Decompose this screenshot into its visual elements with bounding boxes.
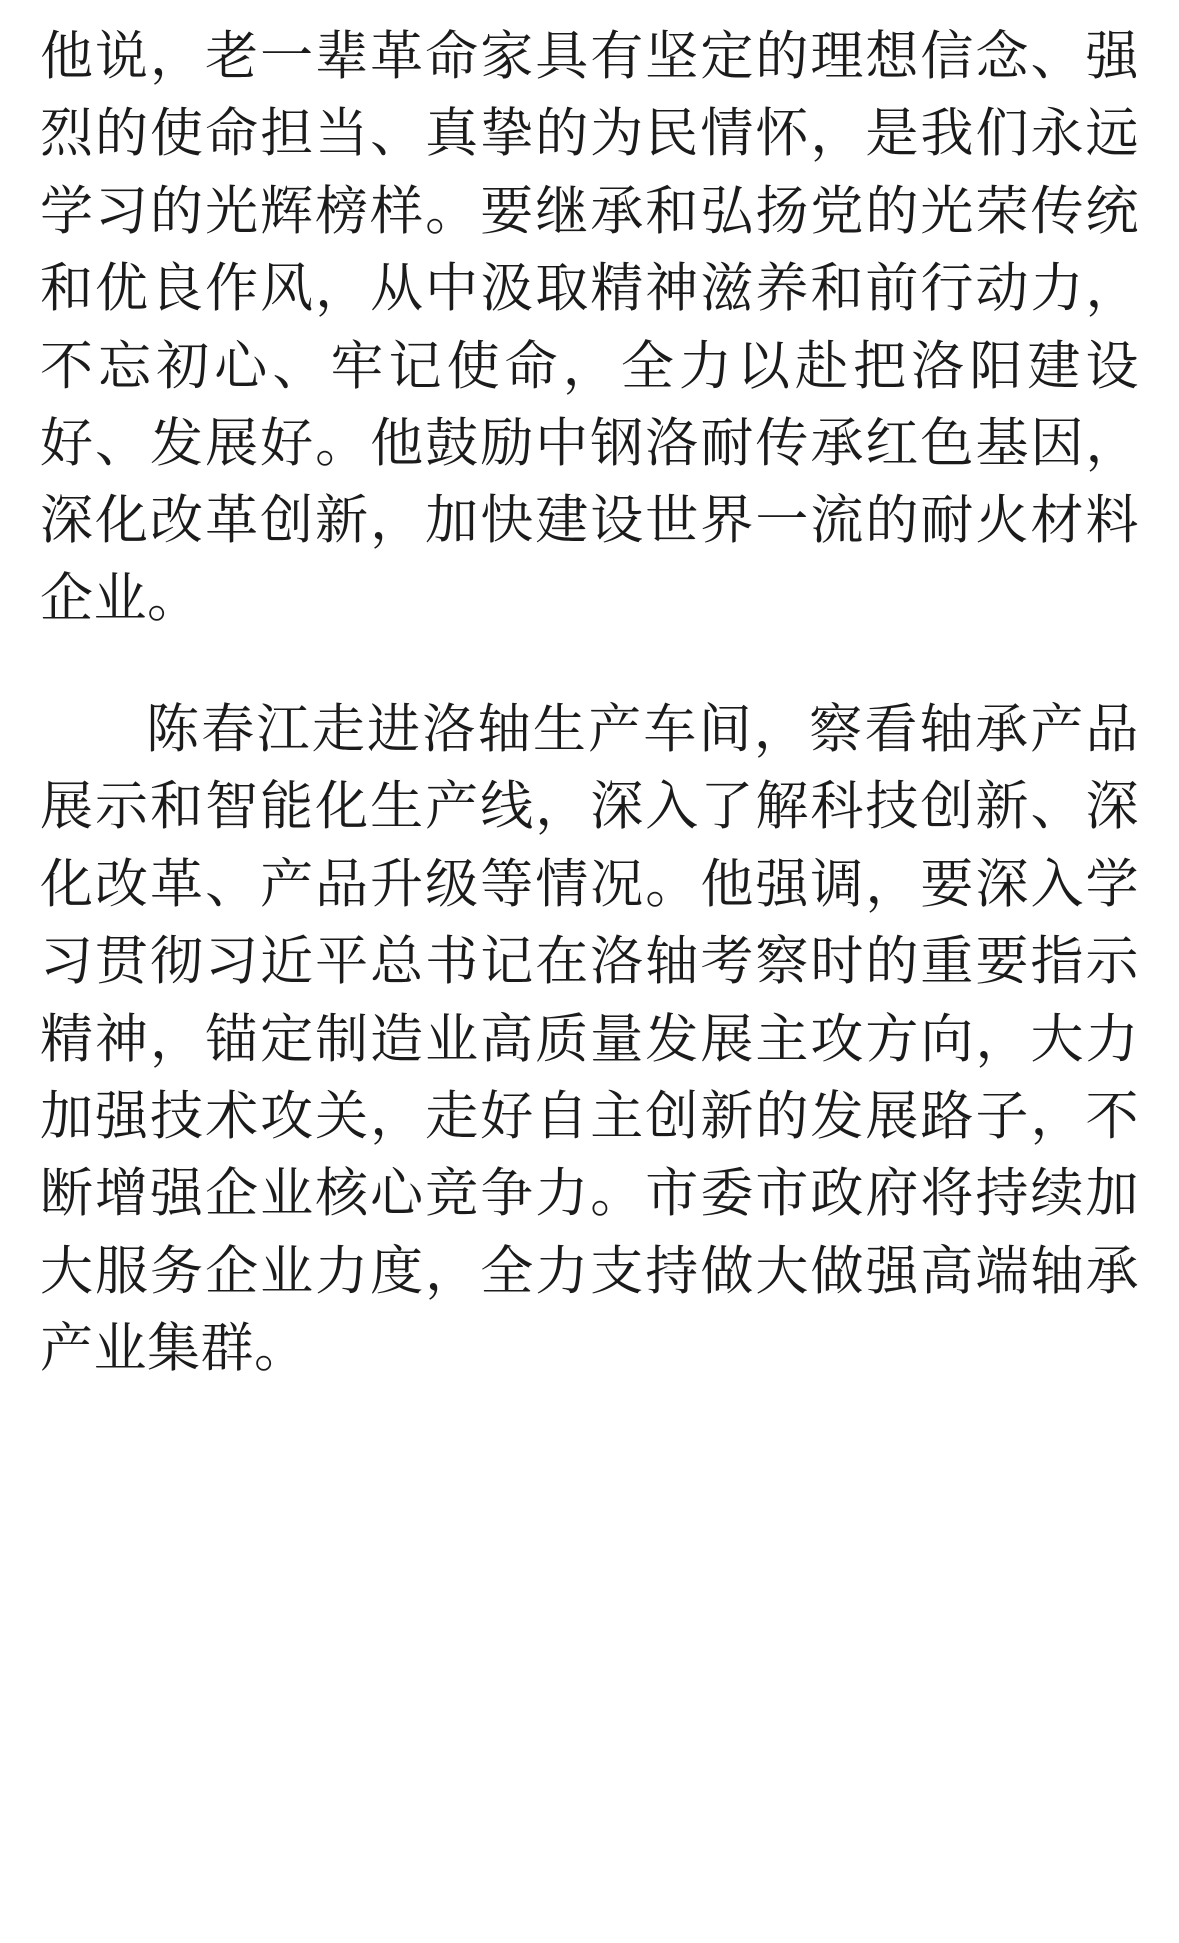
article-paragraph: 陈春江走进洛轴生产车间，察看轴承产品展示和智能化生产线，深入了解科技创新、深化改革、产品升级等情况。他强调，要深入学习贯彻习近平总书记在洛轴考察时的重要指示精神，锚定制造业高质量发展主攻方向，大力加强技术攻关，走好自主创新的发展路子，不断增强企业核心竞争力。市委市政府将持续加大服务企业力度，全力支持做大做强高端轴承产业集群。 (40, 700, 1139, 1378)
article-paragraph: 他说，老一辈革命家具有坚定的理想信念、强烈的使命担当、真挚的为民情怀，是我们永远学习的光辉榜样。要继承和弘扬党的光荣传统和优良作风，从中汲取精神滋养和前行动力，不忘初心、牢记使命，全力以赴把洛阳建设好、发展好。他鼓励中钢洛耐传承红色基因，深化改革创新，加快建设世界一流的耐火材料企业。 (40, 27, 1139, 628)
